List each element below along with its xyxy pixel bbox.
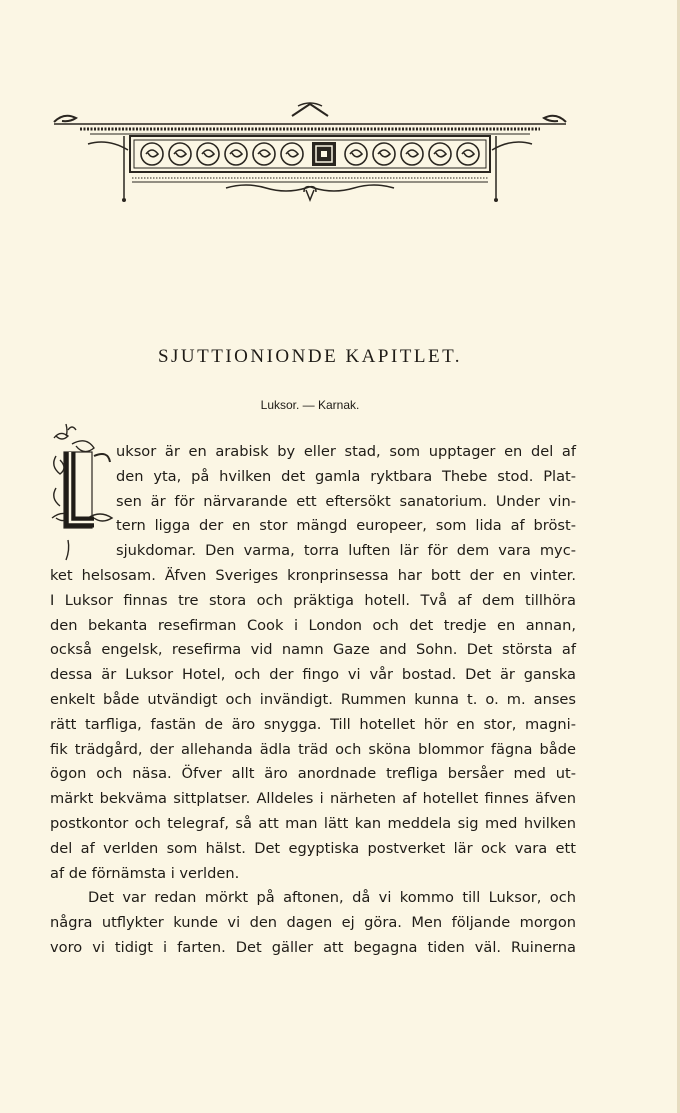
text-line: uksor är en arabisk by eller stad, som upptager en del af xyxy=(116,443,576,460)
text-line: enkelt både utvändigt och invändigt. Rummen kunna t. o. m. anses xyxy=(50,691,576,708)
text-line: den bekanta resefirman Cook i London och det tredje en annan, xyxy=(50,616,576,634)
initial-letter: L xyxy=(70,518,77,529)
ornamental-headpiece xyxy=(50,100,570,210)
text-line: rätt tarfliga, fastän de äro snygga. Till hotellet hör en stor, magni- xyxy=(50,715,576,733)
text-line: del af verlden som hälst. Det egyptiska postverket lär ock vara ett xyxy=(50,839,576,857)
text-line: af de förnämsta i verlden. xyxy=(50,864,240,882)
chapter-title: SJUTTIONIONDE KAPITLET. xyxy=(157,346,463,367)
text-line: märkt bekväma sittplatser. Alldeles i närheten af hotellet finnes äfven xyxy=(50,790,576,808)
text-line: sjukdomar. Den varma, torra luften lär för dem vara myc- xyxy=(116,542,576,560)
text-line: den yta, på hvilken det gamla ryktbara Thebe stod. Plat- xyxy=(116,467,576,485)
text-line: ögon och näsa. Öfver allt äro anordnade trefliga bersåer med ut- xyxy=(50,765,576,783)
text-line: I Luksor finnas tre stora och präktiga hotell. Två af dem tillhöra xyxy=(50,591,576,609)
text-line: också engelsk, resefirma vid namn Gaze and Sohn. Det största af xyxy=(50,641,576,659)
text-line: ket helsosam. Äfven Sveriges kronprinsessa har bott der en vinter. xyxy=(50,567,576,584)
text-line: några utflykter kunde vi den dagen ej göra. Men följande morgon xyxy=(50,914,576,932)
decorated-initial xyxy=(48,422,116,572)
chapter-subtitle: Luksor. — Karnak. xyxy=(260,398,360,412)
text-line: postkontor och telegraf, så att man lätt kan meddela sig med hvilken xyxy=(50,815,576,832)
text-line: tern ligga der en stor mängd europeer, som lida af bröst- xyxy=(116,517,576,535)
text-line: Det var redan mörkt på aftonen, då vi kommo till Luksor, och xyxy=(88,889,576,907)
text-line: fik trädgård, der allehanda ädla träd och sköna blommor fägna både xyxy=(50,740,576,758)
text-line: dessa är Luksor Hotel, och der fingo vi vår bostad. Det är ganska xyxy=(50,666,576,684)
text-line: sen är för närvarande ett eftersökt sanatorium. Under vin- xyxy=(116,492,576,510)
text-line: voro vi tidigt i farten. Det gäller att begagna tiden väl. Ruinerna xyxy=(50,939,576,956)
